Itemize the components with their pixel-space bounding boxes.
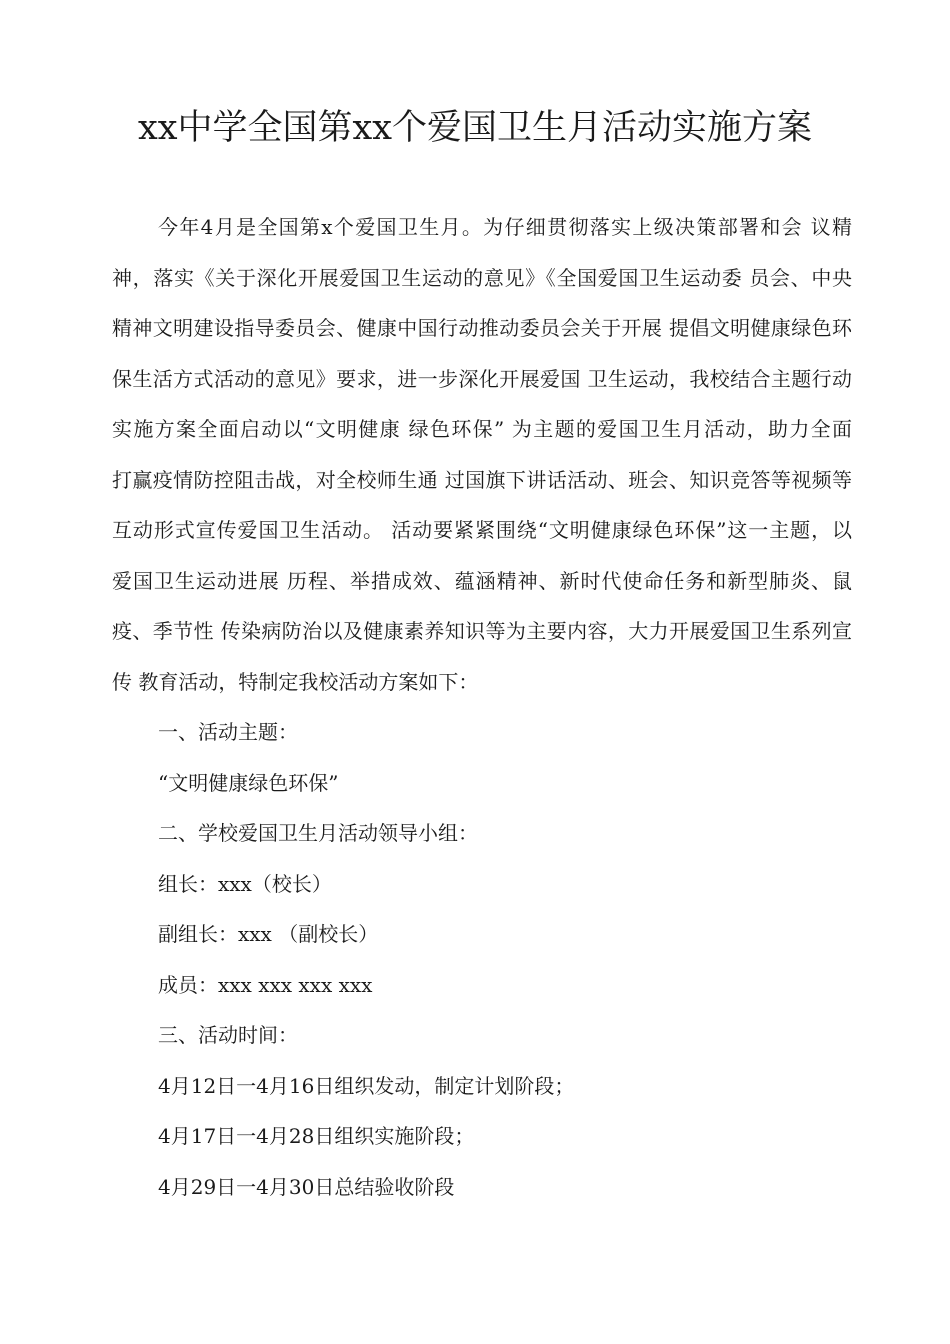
intro-line: 神，落实《关于深化开展爱国卫生运动的意见》《全国爱国卫生运动委 员会、中央 <box>112 265 852 290</box>
intro-line: 爱国卫生运动进展 历程、举措成效、蕴涵精神、新时代使命任务和新型肺炎、鼠 <box>112 568 852 593</box>
section-heading-time: 三、活动时间： <box>158 1023 298 1047</box>
schedule-item: 4月29日一4月30日总结验收阶段 <box>158 1174 455 1199</box>
section-heading-theme: 一、活动主题： <box>158 720 298 744</box>
intro-line: 互动形式宣传爱国卫生活动。 活动要紧紧围绕“文明健康绿色环保”这一主题，以 <box>112 518 852 542</box>
intro-line: 打赢疫情防控阻击战，对全校师生通 过国旗下讲话活动、班会、知识竞答等视频等 <box>112 467 852 492</box>
schedule-item: 4月17日一4月28日组织实施阶段； <box>158 1124 475 1148</box>
theme-text: “文明健康绿色环保” <box>158 770 339 795</box>
intro-line: 疫、季节性 传染病防治以及健康素养知识等为主要内容，大力开展爱国卫生系列宣 <box>112 619 852 643</box>
document-body <box>112 202 852 1212</box>
leader-line: 组长：xxx（校长） <box>158 871 332 896</box>
intro-line: 今年4月是全国第x个爱国卫生月。为仔细贯彻落实上级决策部署和会 议精 <box>158 215 852 239</box>
deputy-leader-line: 副组长：xxx （副校长） <box>158 922 379 946</box>
intro-line: 精神文明建设指导委员会、健康中国行动推动委员会关于开展 提倡文明健康绿色环 <box>112 316 852 340</box>
document-title: xx中学全国第xx个爱国卫生月活动实施方案 <box>138 108 812 148</box>
members-line: 成员：xxx xxx xxx xxx <box>158 972 373 997</box>
intro-line: 传 教育活动，特制定我校活动方案如下： <box>112 669 479 694</box>
intro-line: 保生活方式活动的意见》要求，进一步深化开展爱国 卫生运动，我校结合主题行动 <box>112 366 852 391</box>
intro-line: 实施方案全面启动以“文明健康 绿色环保” 为主题的爱国卫生月活动，助力全面 <box>112 417 852 441</box>
section-heading-leadership: 二、学校爱国卫生月活动领导小组： <box>158 821 478 845</box>
schedule-item: 4月12日一4月16日组织发动，制定计划阶段； <box>158 1073 575 1098</box>
